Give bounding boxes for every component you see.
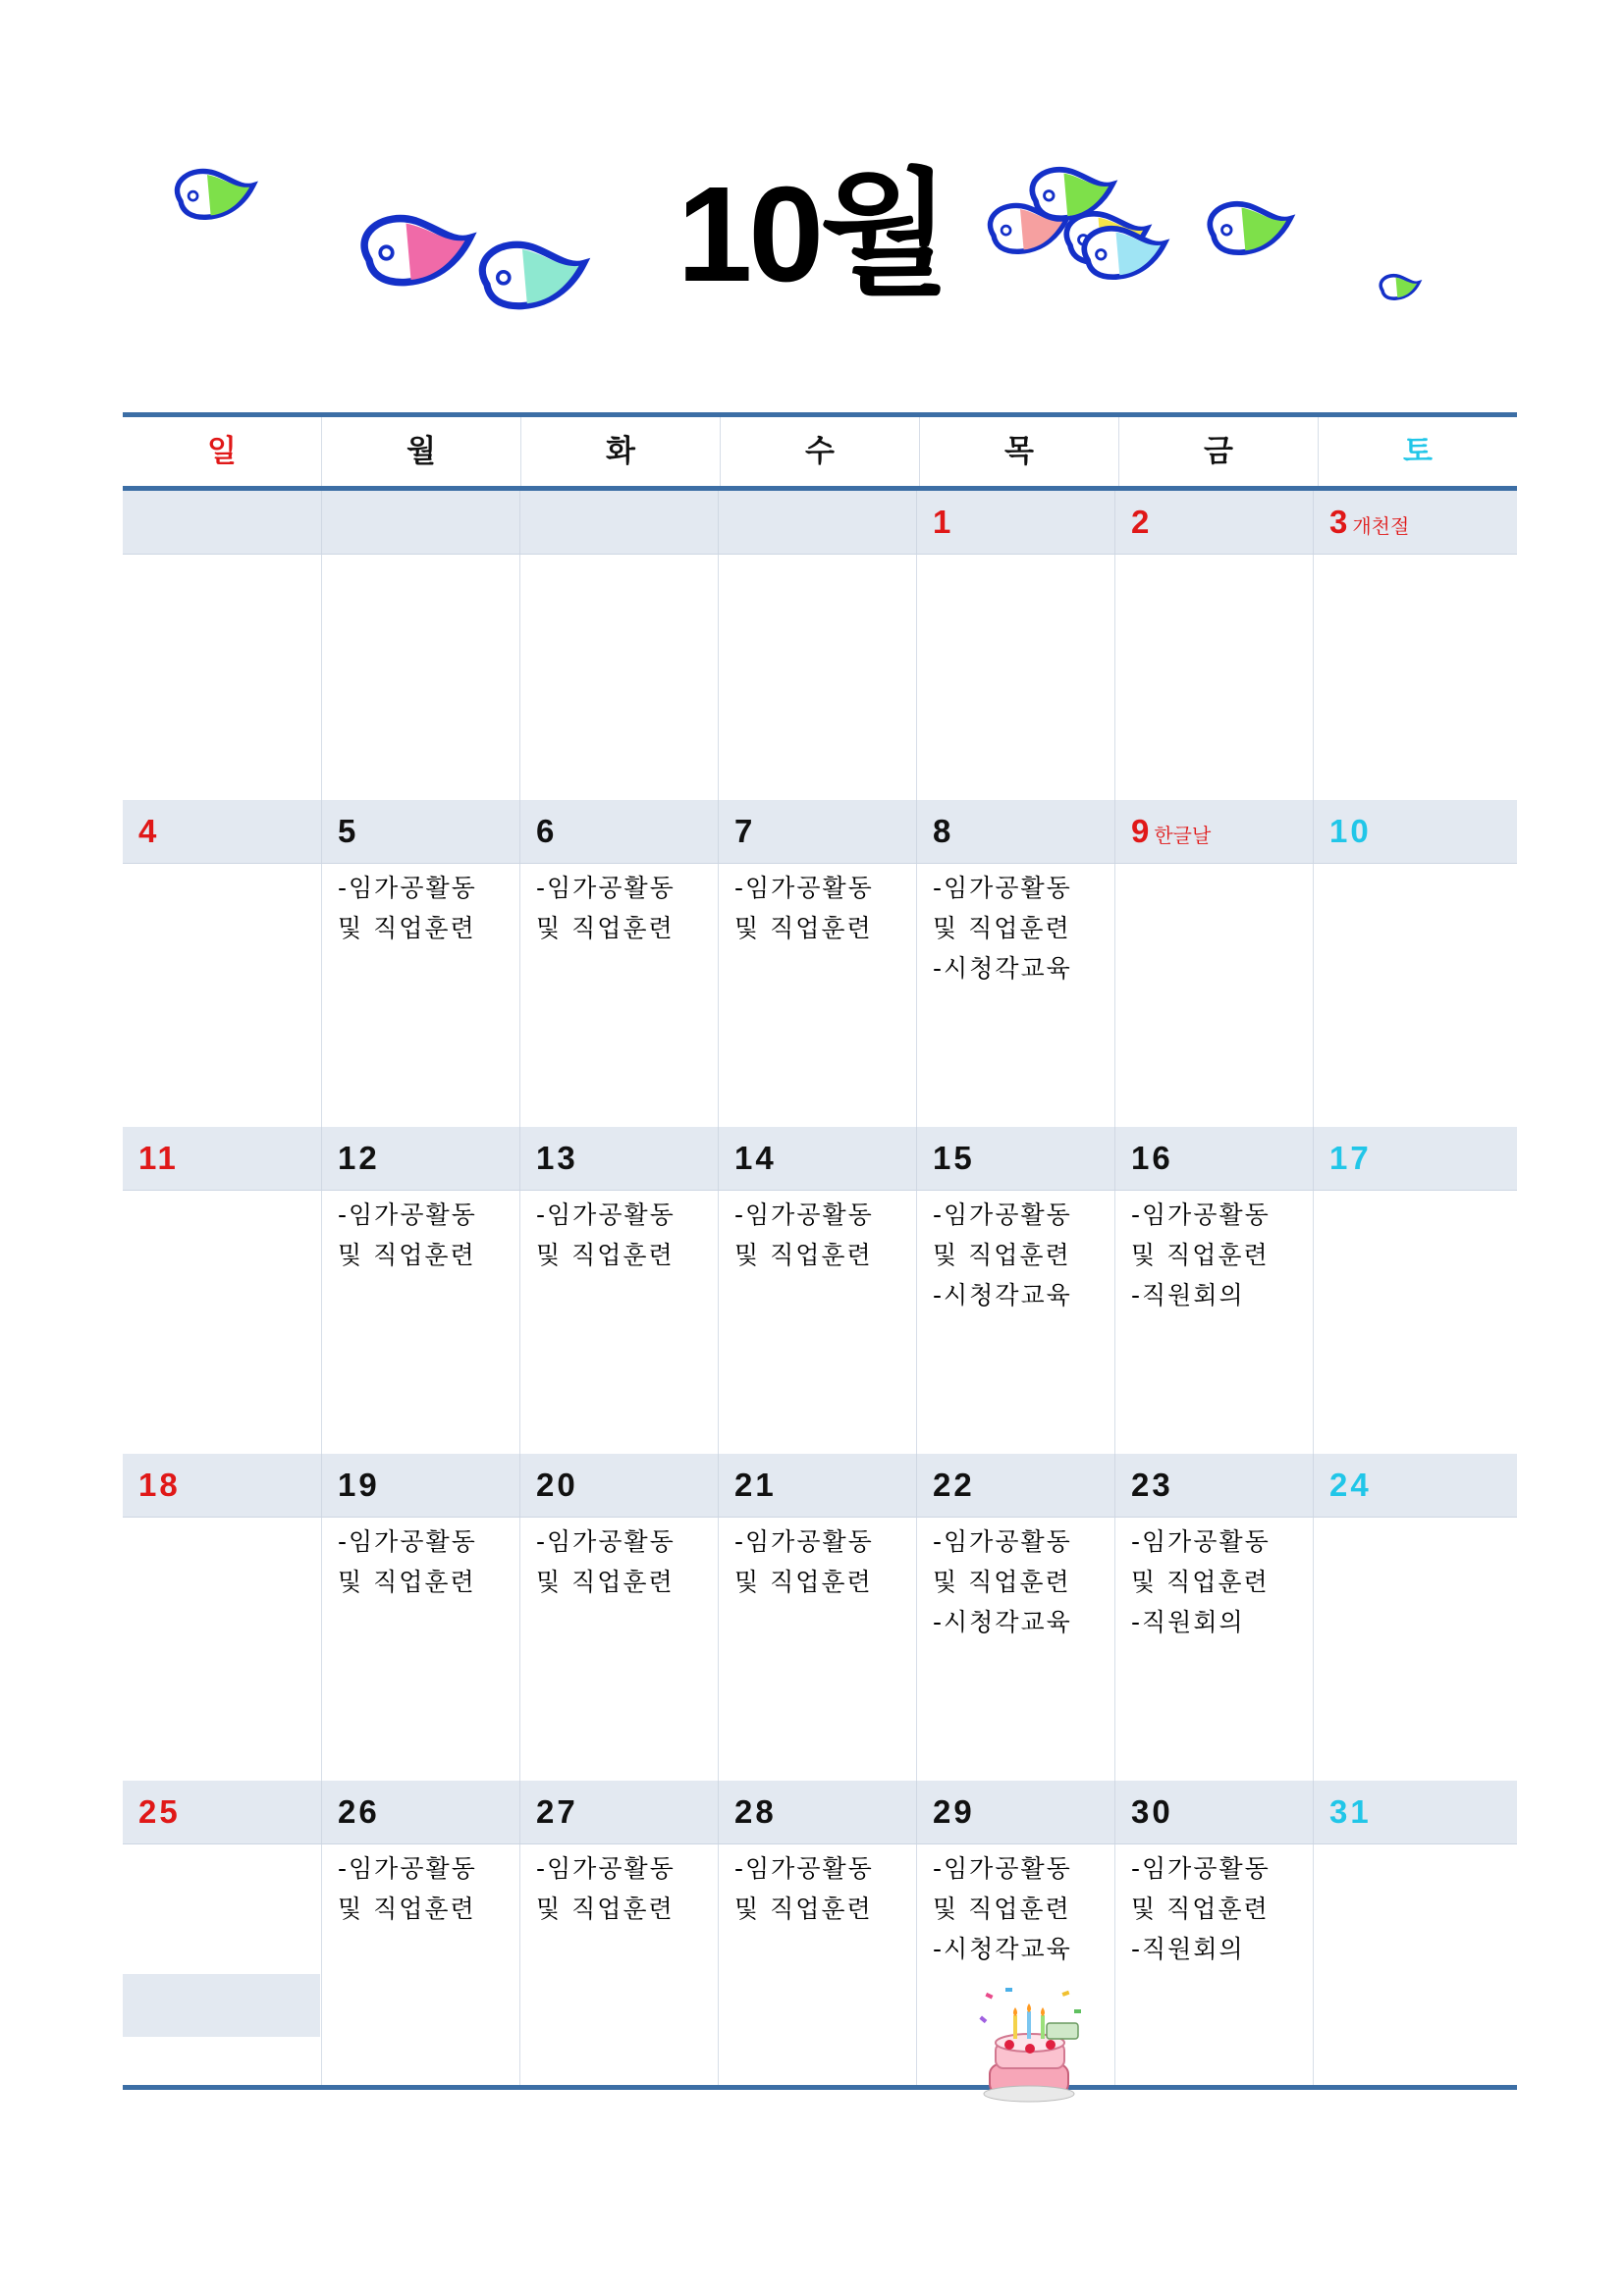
- day-cell: [916, 1518, 1114, 1781]
- event-line: -임가공활동: [536, 1527, 676, 1556]
- day-number-text: 21: [734, 1467, 777, 1503]
- day-cell: [1313, 1844, 1511, 2085]
- day-number-text: 22: [933, 1467, 975, 1503]
- day-number: [519, 491, 718, 554]
- day-number-text: 6: [536, 813, 558, 849]
- event-line: 및 직업훈련: [536, 1895, 675, 1923]
- day-number: [718, 800, 916, 863]
- day-number: [321, 1781, 519, 1843]
- day-cell: [1313, 1518, 1511, 1781]
- event-line: -임가공활동: [338, 1201, 477, 1229]
- day-number-text: 4: [138, 813, 160, 849]
- day-number-text: 7: [734, 813, 756, 849]
- day-number: [718, 1454, 916, 1517]
- event-line: -임가공활동: [1131, 1854, 1271, 1883]
- events-row: [123, 555, 1517, 800]
- day-number-text: 8: [933, 813, 954, 849]
- event-line: -임가공활동: [734, 874, 874, 902]
- day-cell: [718, 1518, 916, 1781]
- day-number-text: 25: [138, 1793, 181, 1830]
- weekday-fri: 금: [1118, 417, 1318, 486]
- event-line: 및 직업훈련: [536, 1241, 675, 1269]
- day-number: [123, 1454, 321, 1517]
- day-cell: [916, 1191, 1114, 1454]
- day-number: [321, 1454, 519, 1517]
- day-number: [519, 1454, 718, 1517]
- event-line: 및 직업훈련: [933, 1568, 1071, 1596]
- day-cell: [321, 1518, 519, 1781]
- day-cell: [1114, 1191, 1313, 1454]
- day-number-text: 13: [536, 1140, 578, 1176]
- day-cell: [916, 1844, 1114, 2085]
- day-number-text: 29: [933, 1793, 975, 1830]
- event-line: 및 직업훈련: [1131, 1241, 1270, 1269]
- day-number-text: 28: [734, 1793, 777, 1830]
- event-line: -임가공활동: [734, 1527, 874, 1556]
- day-number: [1313, 1454, 1511, 1517]
- day-number: [1114, 1127, 1313, 1190]
- event-line: -임가공활동: [1131, 1527, 1271, 1556]
- event-line: 및 직업훈련: [734, 1568, 873, 1596]
- day-number: [1313, 1127, 1511, 1190]
- day-cell: [123, 864, 321, 1127]
- weekday-wed: 수: [720, 417, 919, 486]
- day-number-text: 3: [1329, 504, 1351, 540]
- events-row: [123, 1844, 1517, 2085]
- weekday-thu: 목: [919, 417, 1118, 486]
- day-number: [1313, 1781, 1511, 1843]
- event-line: -시청각교육: [933, 1608, 1072, 1636]
- event-line: -시청각교육: [933, 1935, 1072, 1963]
- date-row: [123, 800, 1517, 864]
- day-number-text: 5: [338, 813, 359, 849]
- day-number: [321, 491, 519, 554]
- day-cell: [321, 555, 519, 800]
- event-line: -직원회의: [1131, 1935, 1245, 1963]
- day-number-text: 16: [1131, 1140, 1173, 1176]
- day-cell: [1114, 1518, 1313, 1781]
- day-cell: [1114, 555, 1313, 800]
- day-number-text: 17: [1329, 1140, 1372, 1176]
- day-number-text: 14: [734, 1140, 777, 1176]
- calendar: [123, 412, 1517, 2090]
- day-cell: [519, 1518, 718, 1781]
- day-cell: [718, 1191, 916, 1454]
- day-number: [1114, 491, 1313, 554]
- day-cell: [519, 864, 718, 1127]
- event-line: -임가공활동: [734, 1201, 874, 1229]
- day-cell: [916, 864, 1114, 1127]
- day-number-text: 31: [1329, 1793, 1372, 1830]
- event-line: -임가공활동: [338, 1527, 477, 1556]
- day-number: [718, 491, 916, 554]
- day-number: [1313, 491, 1511, 554]
- day-number-text: 11: [138, 1140, 179, 1176]
- event-line: -임가공활동: [338, 1854, 477, 1883]
- event-line: 및 직업훈련: [933, 1241, 1071, 1269]
- event-line: 및 직업훈련: [536, 914, 675, 942]
- date-row: [123, 1127, 1517, 1191]
- day-cell: [1114, 1844, 1313, 2085]
- day-number-text: 10: [1329, 813, 1372, 849]
- day-number-text: 15: [933, 1140, 975, 1176]
- event-line: -임가공활동: [536, 874, 676, 902]
- day-number: [916, 1127, 1114, 1190]
- day-number: [123, 1127, 321, 1190]
- day-number: [321, 800, 519, 863]
- day-cell: [519, 1844, 718, 2085]
- day-number: [519, 1127, 718, 1190]
- holiday-label: 한글날: [1154, 826, 1212, 847]
- events-row: [123, 1191, 1517, 1454]
- day-number-text: 19: [338, 1467, 380, 1503]
- event-line: 및 직업훈련: [338, 1568, 476, 1596]
- day-number: [1114, 1781, 1313, 1843]
- event-line: 및 직업훈련: [734, 1241, 873, 1269]
- day-number: [1114, 1454, 1313, 1517]
- event-line: -시청각교육: [933, 954, 1072, 983]
- day-cell: [519, 1191, 718, 1454]
- weekday-sun: 일: [207, 434, 237, 469]
- day-number-text: 30: [1131, 1793, 1173, 1830]
- day-number: [1313, 800, 1511, 863]
- event-line: 및 직업훈련: [338, 1895, 476, 1923]
- event-line: 및 직업훈련: [734, 914, 873, 942]
- bottom-rule: [123, 2085, 1517, 2090]
- day-number: [321, 1127, 519, 1190]
- day-number-text: 2: [1131, 504, 1153, 540]
- day-cell: [321, 1844, 519, 2085]
- week-row: [123, 1781, 1517, 2085]
- day-cell: [1313, 1191, 1511, 1454]
- day-number: [916, 800, 1114, 863]
- event-line: -임가공활동: [338, 874, 477, 902]
- day-cell: [123, 555, 321, 800]
- day-cell: [1114, 864, 1313, 1127]
- month-title: 10월: [677, 159, 947, 310]
- day-number: [916, 1781, 1114, 1843]
- event-line: -임가공활동: [536, 1854, 676, 1883]
- day-number: [123, 491, 321, 554]
- day-number-text: 12: [338, 1140, 380, 1176]
- event-line: -임가공활동: [933, 1854, 1072, 1883]
- week-row: [123, 1454, 1517, 1781]
- weekday-header: [123, 417, 1517, 491]
- date-row: [123, 1781, 1517, 1844]
- day-cell: [321, 864, 519, 1127]
- event-line: -직원회의: [1131, 1608, 1245, 1636]
- week-row: [123, 1127, 1517, 1454]
- day-cell: [123, 1518, 321, 1781]
- day-number: [519, 800, 718, 863]
- day-cell: [718, 864, 916, 1127]
- day-number: [123, 800, 321, 863]
- weekday-tue: 화: [520, 417, 720, 486]
- day-number-text: 1: [933, 504, 954, 540]
- events-row: [123, 864, 1517, 1127]
- event-line: 및 직업훈련: [933, 1895, 1071, 1923]
- day-cell: [321, 1191, 519, 1454]
- day-number: [123, 1781, 321, 1843]
- weeks-container: [123, 491, 1517, 2085]
- day-number-text: 26: [338, 1793, 380, 1830]
- weekday-mon: 월: [321, 417, 520, 486]
- day-cell: [123, 1844, 321, 2085]
- day-cell: [1313, 864, 1511, 1127]
- day-number: [718, 1781, 916, 1843]
- week-row: [123, 491, 1517, 800]
- day-number-text: 24: [1329, 1467, 1372, 1503]
- day-number-text: 23: [1131, 1467, 1173, 1503]
- day-number: [1114, 800, 1313, 863]
- event-line: -임가공활동: [1131, 1201, 1271, 1229]
- event-line: -직원회의: [1131, 1281, 1245, 1309]
- event-line: -임가공활동: [734, 1854, 874, 1883]
- event-line: -임가공활동: [933, 1201, 1072, 1229]
- event-line: 및 직업훈련: [1131, 1895, 1270, 1923]
- event-line: -임가공활동: [933, 1527, 1072, 1556]
- day-cell: [718, 1844, 916, 2085]
- event-line: -임가공활동: [933, 874, 1072, 902]
- day-cell: [916, 555, 1114, 800]
- event-line: 및 직업훈련: [536, 1568, 675, 1596]
- event-line: 및 직업훈련: [933, 914, 1071, 942]
- event-line: -시청각교육: [933, 1281, 1072, 1309]
- shaded-band: [123, 1974, 320, 2037]
- event-line: 및 직업훈련: [338, 914, 476, 942]
- day-cell: [718, 555, 916, 800]
- events-row: [123, 1518, 1517, 1781]
- day-number: [519, 1781, 718, 1843]
- event-line: -임가공활동: [536, 1201, 676, 1229]
- holiday-label: 개천절: [1352, 516, 1410, 538]
- day-cell: [123, 1191, 321, 1454]
- event-line: 및 직업훈련: [734, 1895, 873, 1923]
- event-line: 및 직업훈련: [338, 1241, 476, 1269]
- day-number: [916, 1454, 1114, 1517]
- week-row: [123, 800, 1517, 1127]
- date-row: [123, 1454, 1517, 1518]
- date-row: [123, 491, 1517, 555]
- day-number-text: 18: [138, 1467, 181, 1503]
- day-cell: [519, 555, 718, 800]
- weekday-sat: 토: [1318, 417, 1517, 486]
- day-number-text: 9: [1131, 813, 1153, 849]
- birthday-cake-icon: [976, 1984, 1094, 2111]
- day-number: [718, 1127, 916, 1190]
- day-number-text: 27: [536, 1793, 578, 1830]
- day-number: [916, 491, 1114, 554]
- event-line: 및 직업훈련: [1131, 1568, 1270, 1596]
- day-cell: [1313, 555, 1511, 800]
- day-number-text: 20: [536, 1467, 578, 1503]
